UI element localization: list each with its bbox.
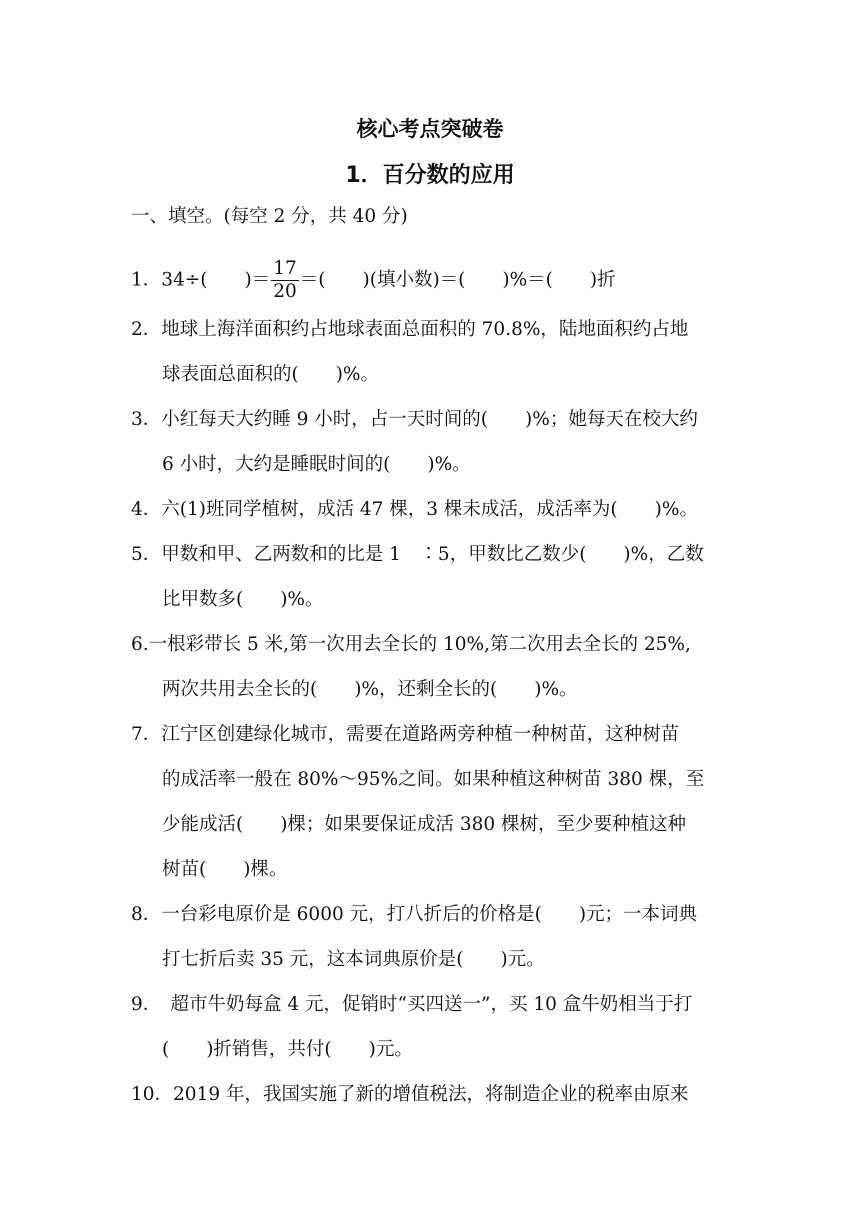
question-8-line-1: 8．一台彩电原价是 6000 元，打八折后的价格是( )元；一本词典 bbox=[131, 904, 698, 925]
fraction bbox=[271, 258, 299, 303]
question-6-line-1: 6.一根彩带长 5 米,第一次用去全长的 10%,第二次用去全长的 25%, bbox=[131, 634, 691, 655]
question-5-line-2: 比甲数多( )%。 bbox=[162, 589, 324, 610]
question-7-line-1: 7．江宁区创建绿化城市，需要在道路两旁种植一种树苗，这种树苗 bbox=[131, 724, 680, 745]
question-3-line-1: 3．小红每天大约睡 9 小时，占一天时间的( )%；她每天在校大约 bbox=[131, 409, 698, 430]
question-9-line-1: 9． 超市牛奶每盒 4 元，促销时“买四送一”，买 10 盒牛奶相当于打 bbox=[131, 994, 693, 1015]
question-8-line-2: 打七折后卖 35 元，这本词典原价是( )元。 bbox=[162, 949, 545, 970]
question-7-line-3: 少能成活( )棵；如果要保证成活 380 棵树，至少要种植这种 bbox=[162, 814, 687, 835]
fraction-denominator: 20 bbox=[273, 281, 297, 302]
question-4-line-1: 4．六(1)班同学植树，成活 47 棵，3 棵未成活，成活率为( )%。 bbox=[131, 499, 698, 520]
question-1-prefix: 1．34÷( )＝ bbox=[131, 269, 271, 291]
question-7-line-2: 的成活率一般在 80%～95%之间。如果种植这种树苗 380 棵，至 bbox=[162, 769, 705, 790]
question-10-line-1: 10．2019 年，我国实施了新的增值税法，将制造企业的税率由原来 bbox=[131, 1084, 689, 1105]
question-2-line-1: 2．地球上海洋面积约占地球表面总面积的 70.8%，陆地面积约占地 bbox=[131, 319, 689, 340]
section-heading: 一、填空。(每空 2 分，共 40 分) bbox=[131, 206, 408, 227]
question-2-line-2: 球表面总面积的( )%。 bbox=[162, 364, 380, 385]
question-5-line-1: 5．甲数和甲、乙两数和的比是 1 ∶5，甲数比乙数少( )%，乙数 bbox=[131, 544, 704, 565]
page-title: 核心考点突破卷 bbox=[356, 117, 504, 141]
question-1 bbox=[131, 258, 616, 303]
question-1-suffix: ＝( )(填小数)＝( )%＝( )折 bbox=[299, 269, 616, 291]
question-6-line-2: 两次共用去全长的( )%，还剩全长的( )%。 bbox=[162, 679, 578, 700]
page-subtitle: 1．百分数的应用 bbox=[345, 163, 515, 188]
question-7-line-4: 树苗( )棵。 bbox=[162, 859, 288, 880]
question-3-line-2: 6 小时，大约是睡眠时间的( )%。 bbox=[162, 454, 471, 475]
question-9-line-2: ( )折销售，共付( )元。 bbox=[162, 1039, 413, 1060]
fraction-numerator: 17 bbox=[273, 258, 297, 279]
